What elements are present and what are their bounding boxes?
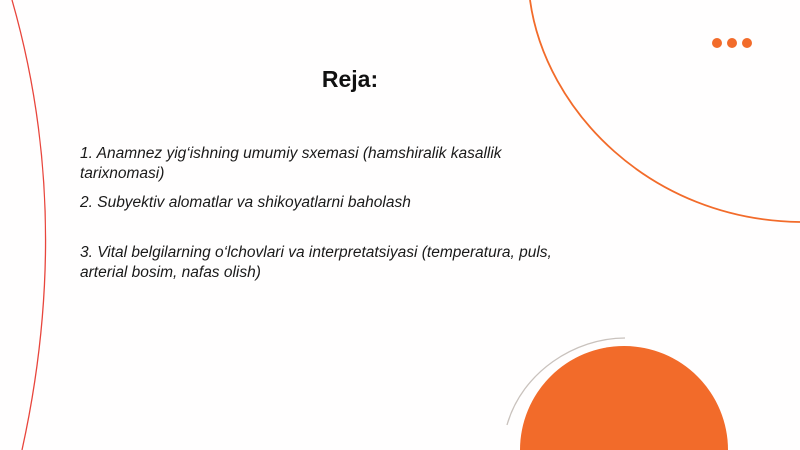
- plan-item-2: 2. Subyektiv alomatlar va shikoyatlarni baholash: [80, 194, 411, 211]
- plan-item-3: 3. Vital belgilarning o‘lchovlari va interpretatsiyasi (temperatura, puls, arterial bosim, nafas olish): [80, 244, 552, 281]
- dot: [712, 38, 722, 48]
- bottom-orange-circle-decoration: [520, 346, 728, 450]
- dot: [727, 38, 737, 48]
- left-arc-decoration: [12, 0, 46, 450]
- dot: [742, 38, 752, 48]
- slide-title: Reja:: [321, 66, 379, 92]
- plan-item-1: 1. Anamnez yig‘ishning umumiy sxemasi (hamshiralik kasallik tarixnomasi): [80, 145, 502, 182]
- top-right-arc-decoration: [530, 0, 800, 222]
- three-dots-decoration: [712, 38, 752, 48]
